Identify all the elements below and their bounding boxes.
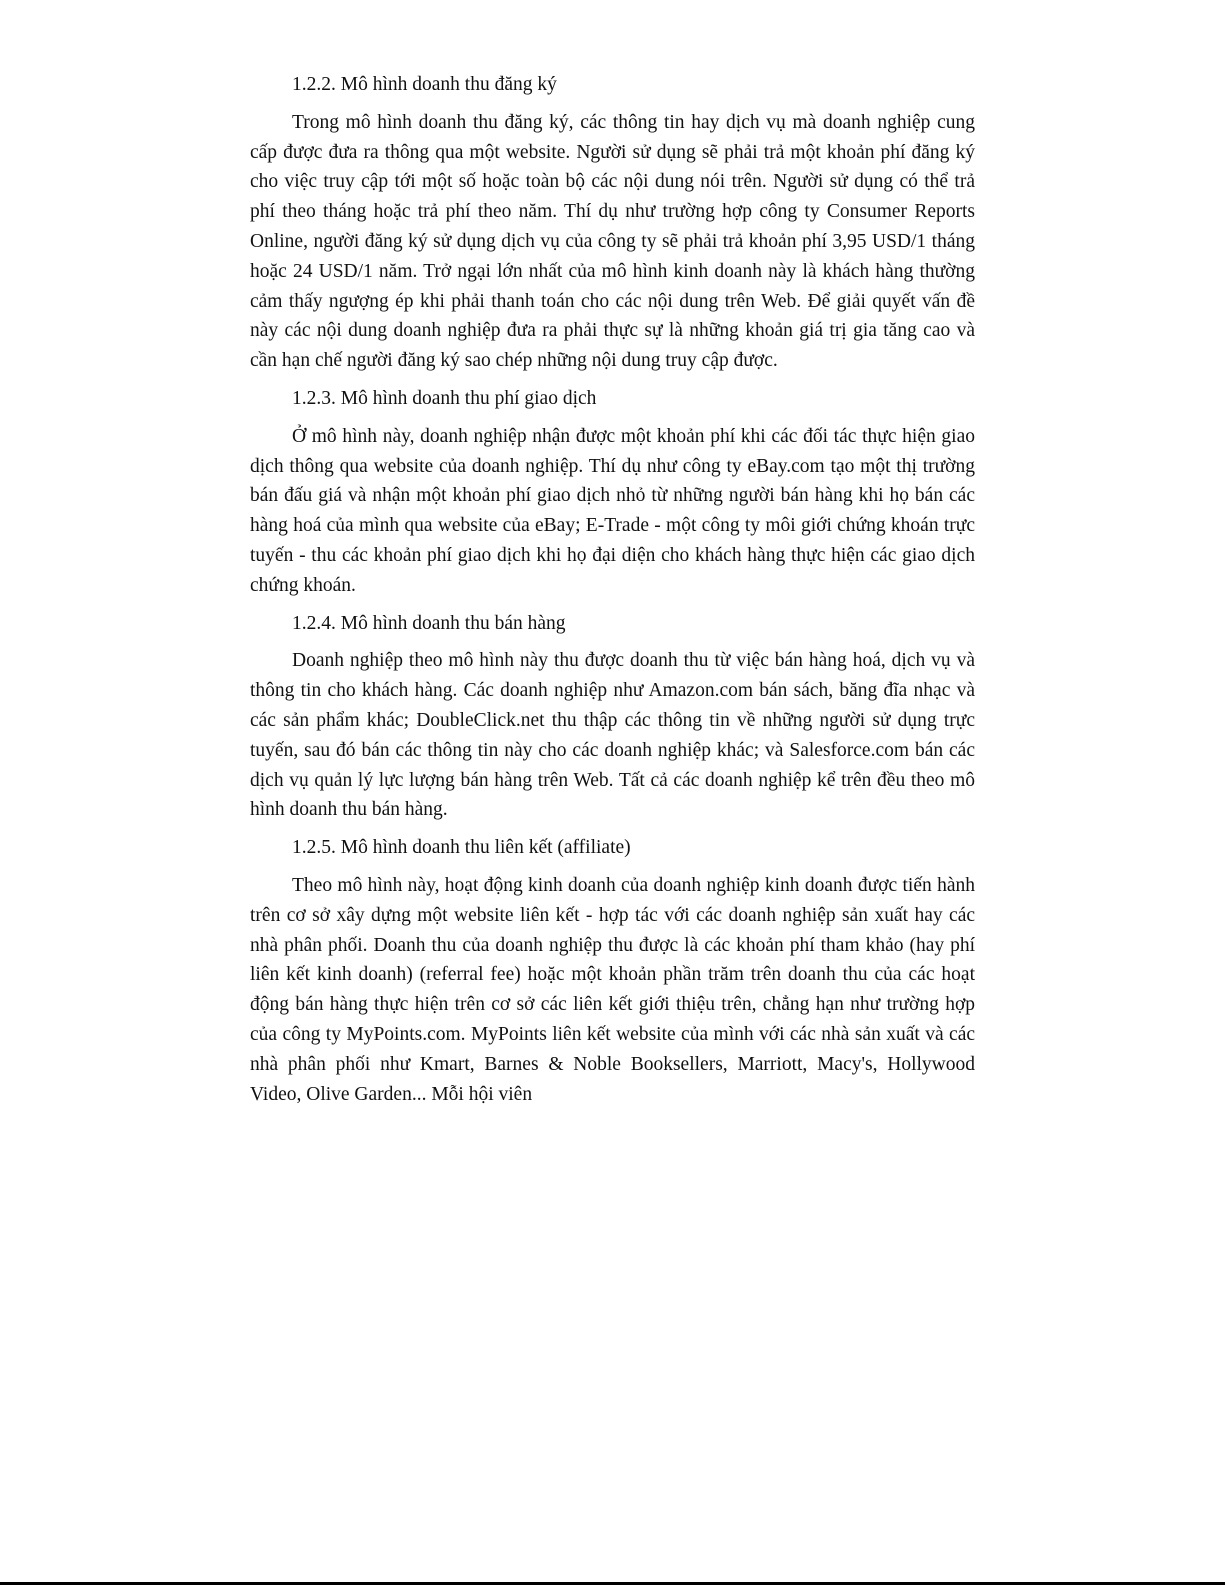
section-body-1-2-4: Doanh nghiệp theo mô hình này thu được doanh thu từ việc bán hàng hoá, dịch vụ và thông tin cho khách hàng. Các doanh nghiệp như Amazon.com bán sách, băng đĩa nhạc và các sản phẩm khác; DoubleClick.net thu thập các thông tin về những người sử dụng trực tuyến, sau đó bán các thông tin này cho các doanh nghiệp khác; và Salesforce.com bán các dịch vụ quản lý lực lượng bán hàng trên Web. Tất cả các doanh nghiệp kể trên đều theo mô hình doanh thu bán hàng. <box>250 650 975 821</box>
section-heading-1-2-3: 1.2.3. Mô hình doanh thu phí giao dịch <box>292 387 597 409</box>
section-heading-1-2-4: 1.2.4. Mô hình doanh thu bán hàng <box>292 612 566 634</box>
document-page <box>250 70 975 1117</box>
section-heading-1-2-5: 1.2.5. Mô hình doanh thu liên kết (affiliate) <box>292 837 631 859</box>
section-body-1-2-5: Theo mô hình này, hoạt động kinh doanh của doanh nghiệp kinh doanh được tiến hành trên cơ sở xây dựng một website liên kết - hợp tác với các doanh nghiệp sản xuất hay các nhà phân phối. Doanh thu của doanh nghiệp thu được là các khoản phí tham khảo (hay phí liên kết kinh doanh) (referral fee) hoặc một khoản phần trăm trên doanh thu của các hoạt động bán hàng thực hiện trên cơ sở các liên kết giới thiệu trên, chẳng hạn như trường hợp của công ty MyPoints.com. MyPoints liên kết website của mình với các nhà sản xuất và các nhà phân phối như Kmart, Barnes & Noble Booksellers, Marriott, Macy's, Hollywood Video, Olive Garden... Mỗi hội viên <box>250 874 975 1105</box>
section-body-1-2-3: Ở mô hình này, doanh nghiệp nhận được một khoản phí khi các đối tác thực hiện giao dịch thông qua website của doanh nghiệp. Thí dụ như công ty eBay.com tạo một thị trường bán đấu giá và nhận một khoản phí giao dịch nhỏ từ những người bán hàng khi họ bán các hàng hoá của mình qua website của eBay; E-Trade - một công ty môi giới chứng khoán trực tuyến - thu các khoản phí giao dịch khi họ đại diện cho khách hàng thực hiện các giao dịch chứng khoán. <box>250 425 975 596</box>
section-body-1-2-2: Trong mô hình doanh thu đăng ký, các thông tin hay dịch vụ mà doanh nghiệp cung cấp được đưa ra thông qua một website. Người sử dụng sẽ phải trả một khoản phí đăng ký cho việc truy cập tới một số hoặc toàn bộ các nội dung nói trên. Người sử dụng có thể trả phí theo tháng hoặc trả phí theo năm. Thí dụ như trường hợp công ty Consumer Reports Online, người đăng ký sử dụng dịch vụ của công ty sẽ phải trả khoản phí 3,95 USD/1 tháng hoặc 24 USD/1 năm. Trở ngại lớn nhất của mô hình kinh doanh này là khách hàng thường cảm thấy ngượng ép khi phải thanh toán cho các nội dung trên Web. Để giải quyết vấn đề này các nội dung doanh nghiệp đưa ra phải thực sự là những khoản giá trị gia tăng cao và cần hạn chế người đăng ký sao chép những nội dung truy cập được. <box>250 111 975 372</box>
section-heading-1-2-2: 1.2.2. Mô hình doanh thu đăng ký <box>292 74 557 95</box>
